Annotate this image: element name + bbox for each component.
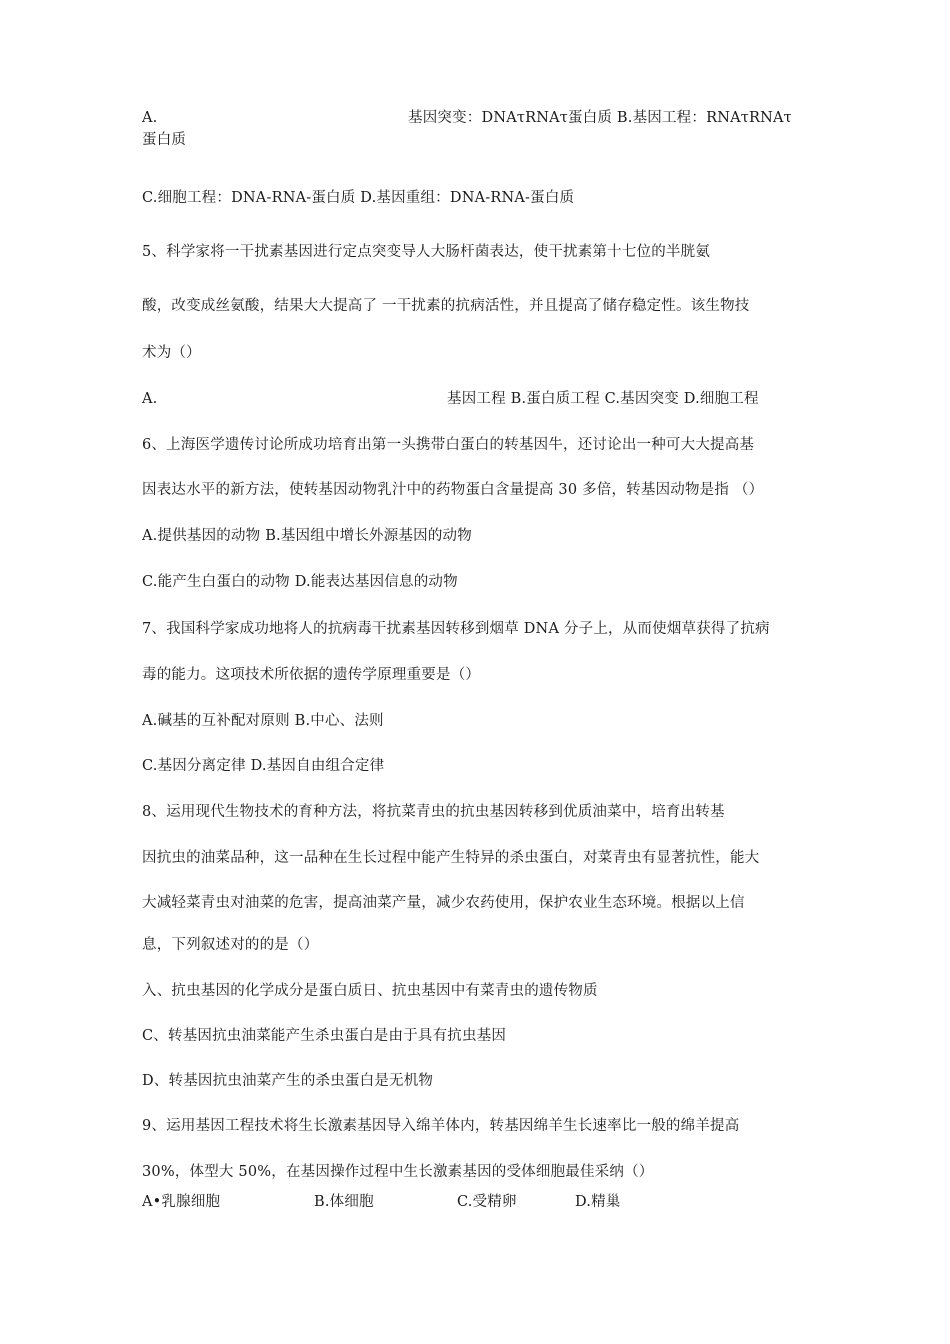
q8-options-a-b: 入、抗虫基因的化学成分是蛋白质日、抗虫基因中有菜青虫的遗传物质 (142, 983, 598, 999)
q4-options-c-d: C.细胞工程：DNA-RNA-蛋白质 D.基因重组：DNA-RNA-蛋白质 (142, 190, 575, 206)
q4-option-a-b-text: 基因突变：DNAτRNAτ蛋白质 B.基因工程：RNAτRNAτ (408, 110, 792, 126)
q9-stem-line-2: 30%，体型大 50%，在基因操作过程中生长激素基因的受体细胞最佳采纳（） (142, 1164, 654, 1180)
q5-option-label: A. (142, 391, 158, 407)
q8-option-d: D、转基因抗虫油菜产生的杀虫蛋白是无机物 (142, 1073, 434, 1089)
q6-options-a-b: A.提供基因的动物 B.基因组中增长外源基因的动物 (142, 528, 472, 544)
q4-option-b-continuation: 蛋白质 (142, 132, 187, 148)
q4-option-a-label: A. (142, 110, 158, 126)
q5-options: 基因工程 B.蛋白质工程 C.基因突变 D.细胞工程 (447, 391, 759, 407)
q9-option-a: A•乳腺细胞 (142, 1194, 221, 1210)
q7-options-a-b: A.碱基的互补配对原则 B.中心、法则 (142, 713, 384, 729)
q8-stem-line-1: 8、运用现代生物技术的育种方法，将抗菜青虫的抗虫基因转移到优质油菜中，培育出转基 (142, 804, 725, 820)
q9-option-b: B.体细胞 (314, 1194, 374, 1210)
q6-options-c-d: C.能产生白蛋白的动物 D.能表达基因信息的动物 (142, 574, 458, 590)
q5-stem-line-2: 酸，改变成丝氨酸，结果大大提高了 一干扰素的抗病活性，并且提高了储存稳定性。该生物技 (142, 298, 750, 314)
q7-stem-line-2: 毒的能力。这项技术所依据的遗传学原理重要是（） (142, 667, 481, 683)
q8-stem-line-2: 因抗虫的油菜品种，这一品种在生长过程中能产生特异的杀虫蛋白，对菜青虫有显著抗性，能大 (142, 850, 760, 866)
q8-stem-line-3: 大减轻菜青虫对油菜的危害，提高油菜产量，减少农药使用，保护农业生态环境。根据以上信 (142, 895, 745, 911)
q9-stem-line-1: 9、运用基因工程技术将生长激素基因导入绵羊体内，转基因绵羊生长速率比一般的绵羊提高 (142, 1118, 740, 1134)
q5-stem-line-3: 术为（） (142, 345, 201, 361)
q6-stem-line-2: 因表达水平的新方法，使转基因动物乳汁中的药物蛋白含量提高 30 多倍，转基因动物是指 （） (142, 482, 764, 498)
q9-option-d: D.精巢 (575, 1194, 621, 1210)
q7-options-c-d: C.基因分离定律 D.基因自由组合定律 (142, 758, 385, 774)
q8-option-c: C、转基因抗虫油菜能产生杀虫蛋白是由于具有抗虫基因 (142, 1028, 507, 1044)
q9-option-c: C.受精卵 (457, 1194, 517, 1210)
q8-stem-line-4: 息，下列叙述对的的是（） (142, 937, 319, 953)
q7-stem-line-1: 7、我国科学家成功地将人的抗病毒干扰素基因转移到烟草 DNA 分子上，从而使烟草获得了抗病 (142, 621, 770, 637)
q5-stem-line-1: 5、科学家将一干扰素基因进行定点突变导人大肠杆菌表达，使干扰素第十七位的半胱氨 (142, 244, 711, 260)
q6-stem-line-1: 6、上海医学遗传讨论所成功培育出第一头携带白蛋白的转基因牛，还讨论出一种可大大提高基 (142, 437, 755, 453)
